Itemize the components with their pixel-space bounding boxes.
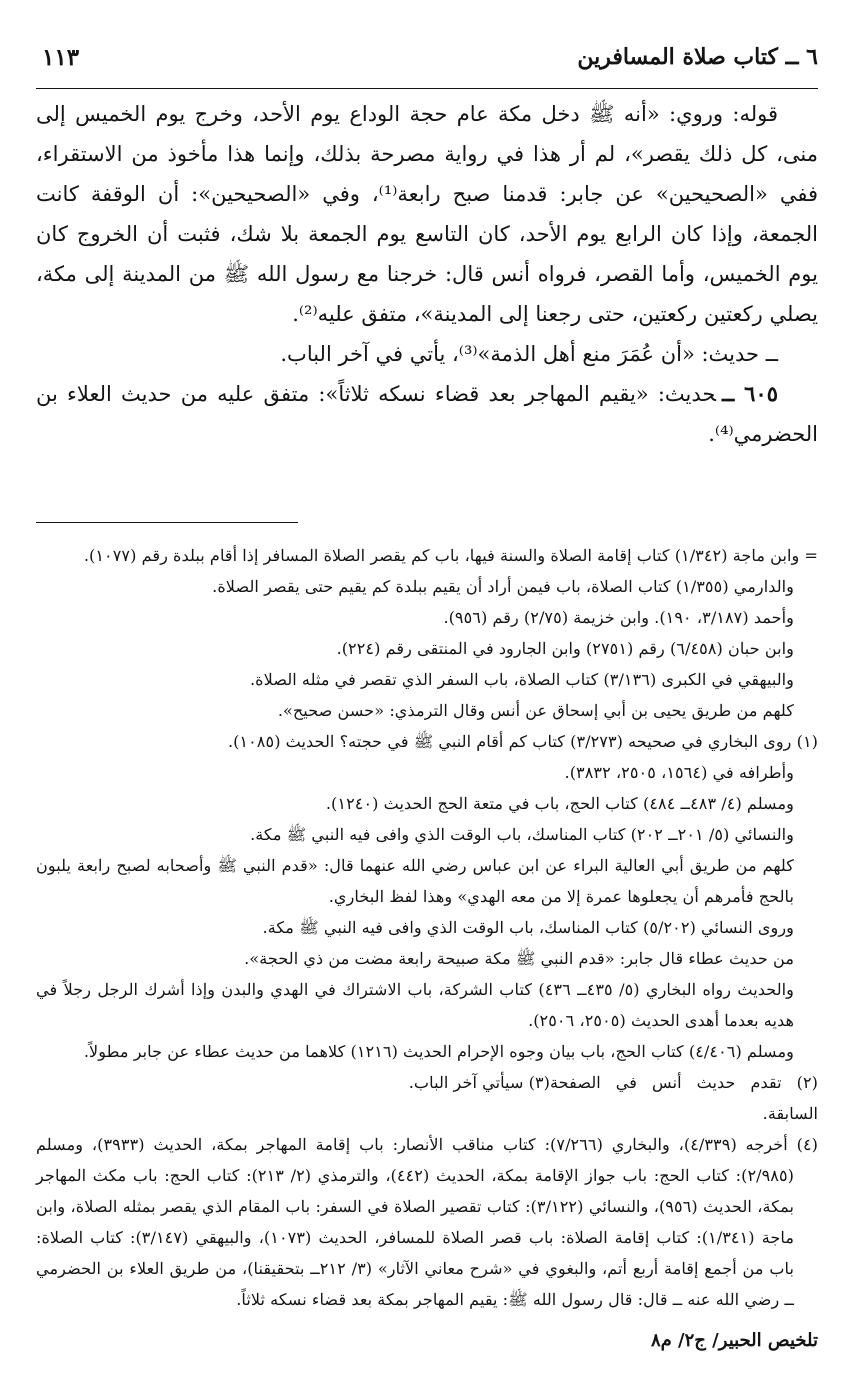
footnote-line: كلهم من طريق أبي العالية البراء عن ابن عباس رضي الله عنهما قال: «قدم النبي ﷺ وأصحابه لصبح رابعة يلبون بالحج فأمرهم أن يجعلوها عمرة إلا من معه الهدي» وهذا لفظ البخاري. — [36, 856, 794, 906]
footnote-line: والنسائي (٥/ ٢٠١ــ ٢٠٢) كتاب المناسك، باب الوقت الذي وافى فيه النبي ﷺ مكة. — [250, 825, 794, 844]
footnote-rule — [36, 522, 298, 523]
footnote-line: وأطرافه في (١٥٦٤، ٢٥٠٥، ٣٨٣٢). — [564, 763, 794, 782]
footnote-line: والحديث رواه البخاري (٥/ ٤٣٥ــ ٤٣٦) كتاب الشركة، باب الاشتراك في الهدي والبدن وإذا أشرك الرجل رجلاً في هديه بعدما أهدى الحديث (٢٥٠٥، ٢٥٠٦). — [36, 980, 794, 1030]
footnote-line: ومسلم (٤/ ٤٨٣ــ ٤٨٤) كتاب الحج، باب في متعة الحج الحديث (١٢٤٠). — [325, 794, 794, 813]
footnote-line: كلهم من طريق يحيى بن أبي إسحاق عن أنس وقال الترمذي: «حسن صحيح». — [277, 701, 794, 720]
hadith-text: حديث: «يقيم المهاجر بعد قضاء نسكه ثلاثاً»: متفق عليه من حديث العلاء بن الحضرمي⁽⁴⁾. — [36, 382, 818, 446]
page-number: ١١٣ — [42, 44, 80, 71]
footnote-3: (٣) سيأتي آخر الباب. — [408, 1073, 550, 1092]
footnote-line: والبيهقي في الكبرى (٣/١٣٦) كتاب الصلاة، باب السفر الذي تقصر في مثله الصلاة. — [250, 670, 794, 689]
footnote-continuation: = وابن ماجة (١/٣٤٢) كتاب إقامة الصلاة والسنة فيها، باب كم يقصر الصلاة المسافر إذا أقام ببلدة رقم (١٠٧٧). — [83, 546, 818, 565]
footnote-line: وروى النسائي (٥/٢٠٢) كتاب المناسك، باب الوقت الذي وافى فيه النبي ﷺ مكة. — [262, 918, 794, 937]
paragraph-2: ــ حديث: «أن عُمَرَ منع أهل الذمة»⁽³⁾، يأتي في آخر الباب. — [280, 342, 778, 366]
footnote-line: وأحمد (٣/١٨٧، ١٩٠). وابن خزيمة (٢/٧٥) رقم (٩٥٦). — [443, 608, 794, 627]
running-header — [36, 44, 818, 84]
main-text — [36, 94, 818, 454]
footnote-line: من حديث عطاء قال جابر: «قدم النبي ﷺ مكة صبيحة رابعة مضت من ذي الحجة». — [244, 949, 794, 968]
footnote-line: ومسلم (٤/٤٠٦) كتاب الحج، باب بيان وجوه الإحرام الحديث (١٢١٦) كلاهما من حديث عطاء عن جابر مطولاً. — [83, 1042, 794, 1061]
footnotes — [36, 540, 818, 1315]
paragraph-1: قوله: وروي: «أنه ﷺ دخل مكة عام حجة الوداع يوم الأحد، وخرج يوم الخميس إلى منى، كل ذلك يقصر»، لم أر هذا في رواية مصرحة بذلك، وإنما هذا مأخوذ من الاستقراء، ففي «الصحيحين» عن جابر: قدمنا صبح رابعة⁽¹⁾، وفي «الصحيحين»: أن الوقفة كانت الجمعة، وإذا كان الرابع يوم الأحد، كان التاسع يوم الجمعة بلا شك، فثبت أن الخروج كان يوم الخميس، وأما القصر، فرواه أنس قال: خرجنا مع رسول الله ﷺ من المدينة إلى مكة، يصلي ركعتين ركعتين، حتى رجعنا إلى المدينة»، متفق عليه⁽²⁾. — [36, 102, 818, 326]
hadith-number: ٦٠٥ ــ — [721, 381, 778, 406]
footnote-1: (١) روى البخاري في صحيحه (٣/٢٧٣) كتاب كم أقام النبي ﷺ في حجته؟ الحديث (١٠٨٥). — [227, 732, 818, 751]
chapter-title: ٦ ــ كتاب صلاة المسافرين — [577, 44, 818, 70]
footnote-4: (٤) أخرجه (٤/٣٣٩)، والبخاري (٧/٢٦٦): كتاب مناقب الأنصار: باب إقامة المهاجر بمكة، الحديث (٣٩٣٣)، ومسلم (٢/٩٨٥): كتاب الحج: باب جواز الإقامة بمكة، الحديث (٤٤٢)، والترمذي (٢/ ٢١٣): كتاب الحج: باب مكث المهاجر بمكة، الحديث (٩٥٦)، والنسائي (٣/١٢٢): كتاب تقصير الصلاة في السفر: باب المقام الذي يقصر بمثله الصلاة، وابن ماجة (١/٣٤١): كتاب إقامة الصلاة: باب قصر الصلاة للمسافر، الحديث (١٠٧٣)، والبيهقي (٣/١٤٧): كتاب الصلاة: باب من أجمع إقامة أربع أتم، والبغوي في «شرح معاني الآثار» (٣/ ٢١٢ــ بتحقيقنا)، من طريق العلاء بن الحضرمي ــ رضي الله عنه ــ قال: قال رسول الله ﷺ: يقيم المهاجر بمكة بعد قضاء نسكه ثلاثاً. — [36, 1135, 818, 1309]
book-page — [36, 36, 818, 1356]
footnote-line: وابن حبان (٦/٤٥٨) رقم (٢٧٥١) وابن الجارود في المنتقى رقم (٢٢٤). — [336, 639, 794, 658]
footnotes-2-3 — [36, 1067, 818, 1129]
signature-line: تلخيص الحبير/ ج٢/ م٨ — [650, 1330, 818, 1351]
footnote-2: (٢) تقدم حديث أنس في الصفحة السابقة. — [550, 1073, 818, 1123]
paragraph-3 — [36, 374, 818, 454]
footnote-line: والدارمي (١/٣٥٥) كتاب الصلاة، باب فيمن أراد أن يقيم ببلدة كم يقيم حتى يقصر الصلاة. — [212, 577, 794, 596]
header-rule — [36, 88, 818, 89]
